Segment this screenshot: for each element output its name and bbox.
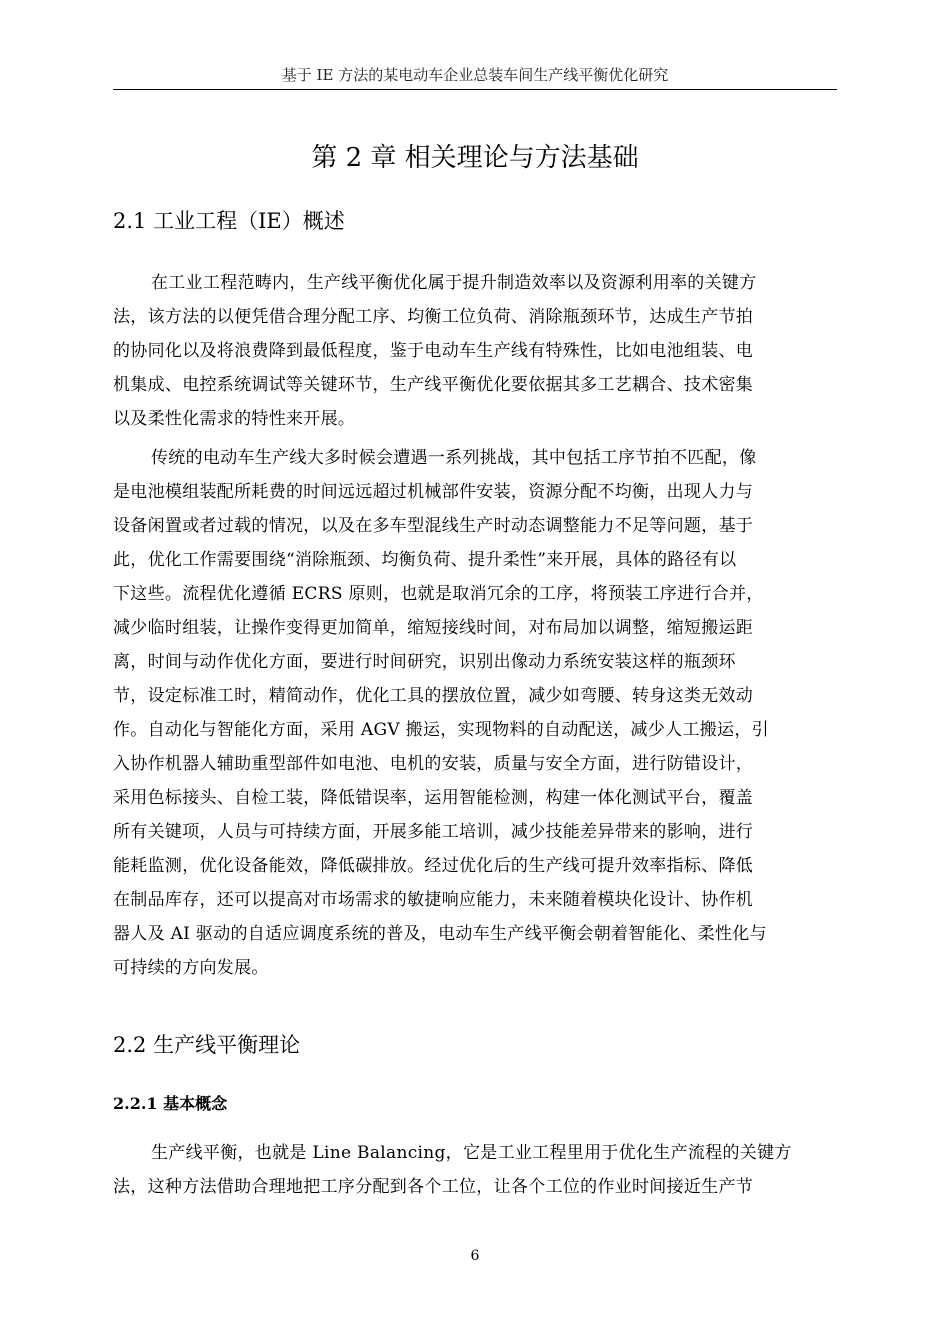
text-line: 在工业工程范畴内，生产线平衡优化属于提升制造效率以及资源利用率的关键方 <box>151 273 757 293</box>
text-line: 离，时间与动作优化方面，要进行时间研究，识别出像动力系统安装这样的瓶颈环 <box>113 652 736 672</box>
text-line: 生产线平衡，也就是 Line Balancing，它是工业工程里用于优化生产流程的关键方 <box>151 1143 792 1163</box>
text-line: 传统的电动车生产线大多时候会遭遇一系列挑战，其中包括工序节拍不匹配，像 <box>151 448 757 468</box>
text-line: 在制品库存，还可以提高对市场需求的敏捷响应能力，未来随着模块化设计、协作机 <box>113 890 754 910</box>
text-line: 可持续的方向发展。 <box>113 958 269 978</box>
text-line: 减少临时组装，让操作变得更加简单，缩短接线时间，对布局加以调整，缩短搬运距 <box>113 618 754 638</box>
text-line: 能耗监测，优化设备能效，降低碳排放。经过优化后的生产线可提升效率指标、降低 <box>113 856 754 876</box>
section-heading-2-2: 2.2 生产线平衡理论 <box>113 1033 301 1057</box>
chapter-title: 第 2 章 相关理论与方法基础 <box>311 143 639 173</box>
text-line: 节，设定标准工时，精简动作，优化工具的摆放位置，减少如弯腰、转身这类无效动 <box>113 686 754 706</box>
text-line: 作。自动化与智能化方面，采用 AGV 搬运，实现物料的自动配送，减少人工搬运，引 <box>113 720 769 740</box>
section-heading-2-1: 2.1 工业工程（IE）概述 <box>113 209 345 233</box>
page-number: 6 <box>470 1248 480 1264</box>
text-line: 机集成、电控系统调试等关键环节，生产线平衡优化要依据其多工艺耦合、技术密集 <box>113 375 754 395</box>
text-line: 法，这种方法借助合理地把工序分配到各个工位，让各个工位的作业时间接近生产节 <box>113 1177 754 1197</box>
text-line: 法，该方法的以便凭借合理分配工序、均衡工位负荷、消除瓶颈环节，达成生产节拍 <box>113 307 754 327</box>
text-line: 入协作机器人辅助重型部件如电池、电机的安装，质量与安全方面，进行防错设计， <box>113 754 754 774</box>
text-line: 采用色标接头、自检工装，降低错误率，运用智能检测，构建一体化测试平台，覆盖 <box>113 788 754 808</box>
running-header: 基于 IE 方法的某电动车企业总装车间生产线平衡优化研究 <box>281 66 669 84</box>
text-line: 是电池模组装配所耗费的时间远远超过机械部件安装，资源分配不均衡，出现人力与 <box>113 482 754 502</box>
text-line: 以及柔性化需求的特性来开展。 <box>113 409 356 429</box>
header-rule <box>113 89 837 90</box>
text-line: 器人及 AI 驱动的自适应调度系统的普及，电动车生产线平衡会朝着智能化、柔性化与 <box>113 924 767 944</box>
text-line: 的协同化以及将浪费降到最低程度，鉴于电动车生产线有特殊性，比如电池组装、电 <box>113 341 754 361</box>
subsection-heading-2-2-1: 2.2.1 基本概念 <box>113 1094 228 1113</box>
text-line: 设备闲置或者过载的情况，以及在多车型混线生产时动态调整能力不足等问题，基于 <box>113 516 754 536</box>
text-line: 所有关键项，人员与可持续方面，开展多能工培训，减少技能差异带来的影响，进行 <box>113 822 754 842</box>
text-line: 此，优化工作需要围绕“消除瓶颈、均衡负荷、提升柔性”来开展，具体的路径有以 <box>113 550 737 570</box>
text-line: 下这些。流程优化遵循 ECRS 原则，也就是取消冗余的工序，将预装工序进行合并， <box>113 584 764 604</box>
